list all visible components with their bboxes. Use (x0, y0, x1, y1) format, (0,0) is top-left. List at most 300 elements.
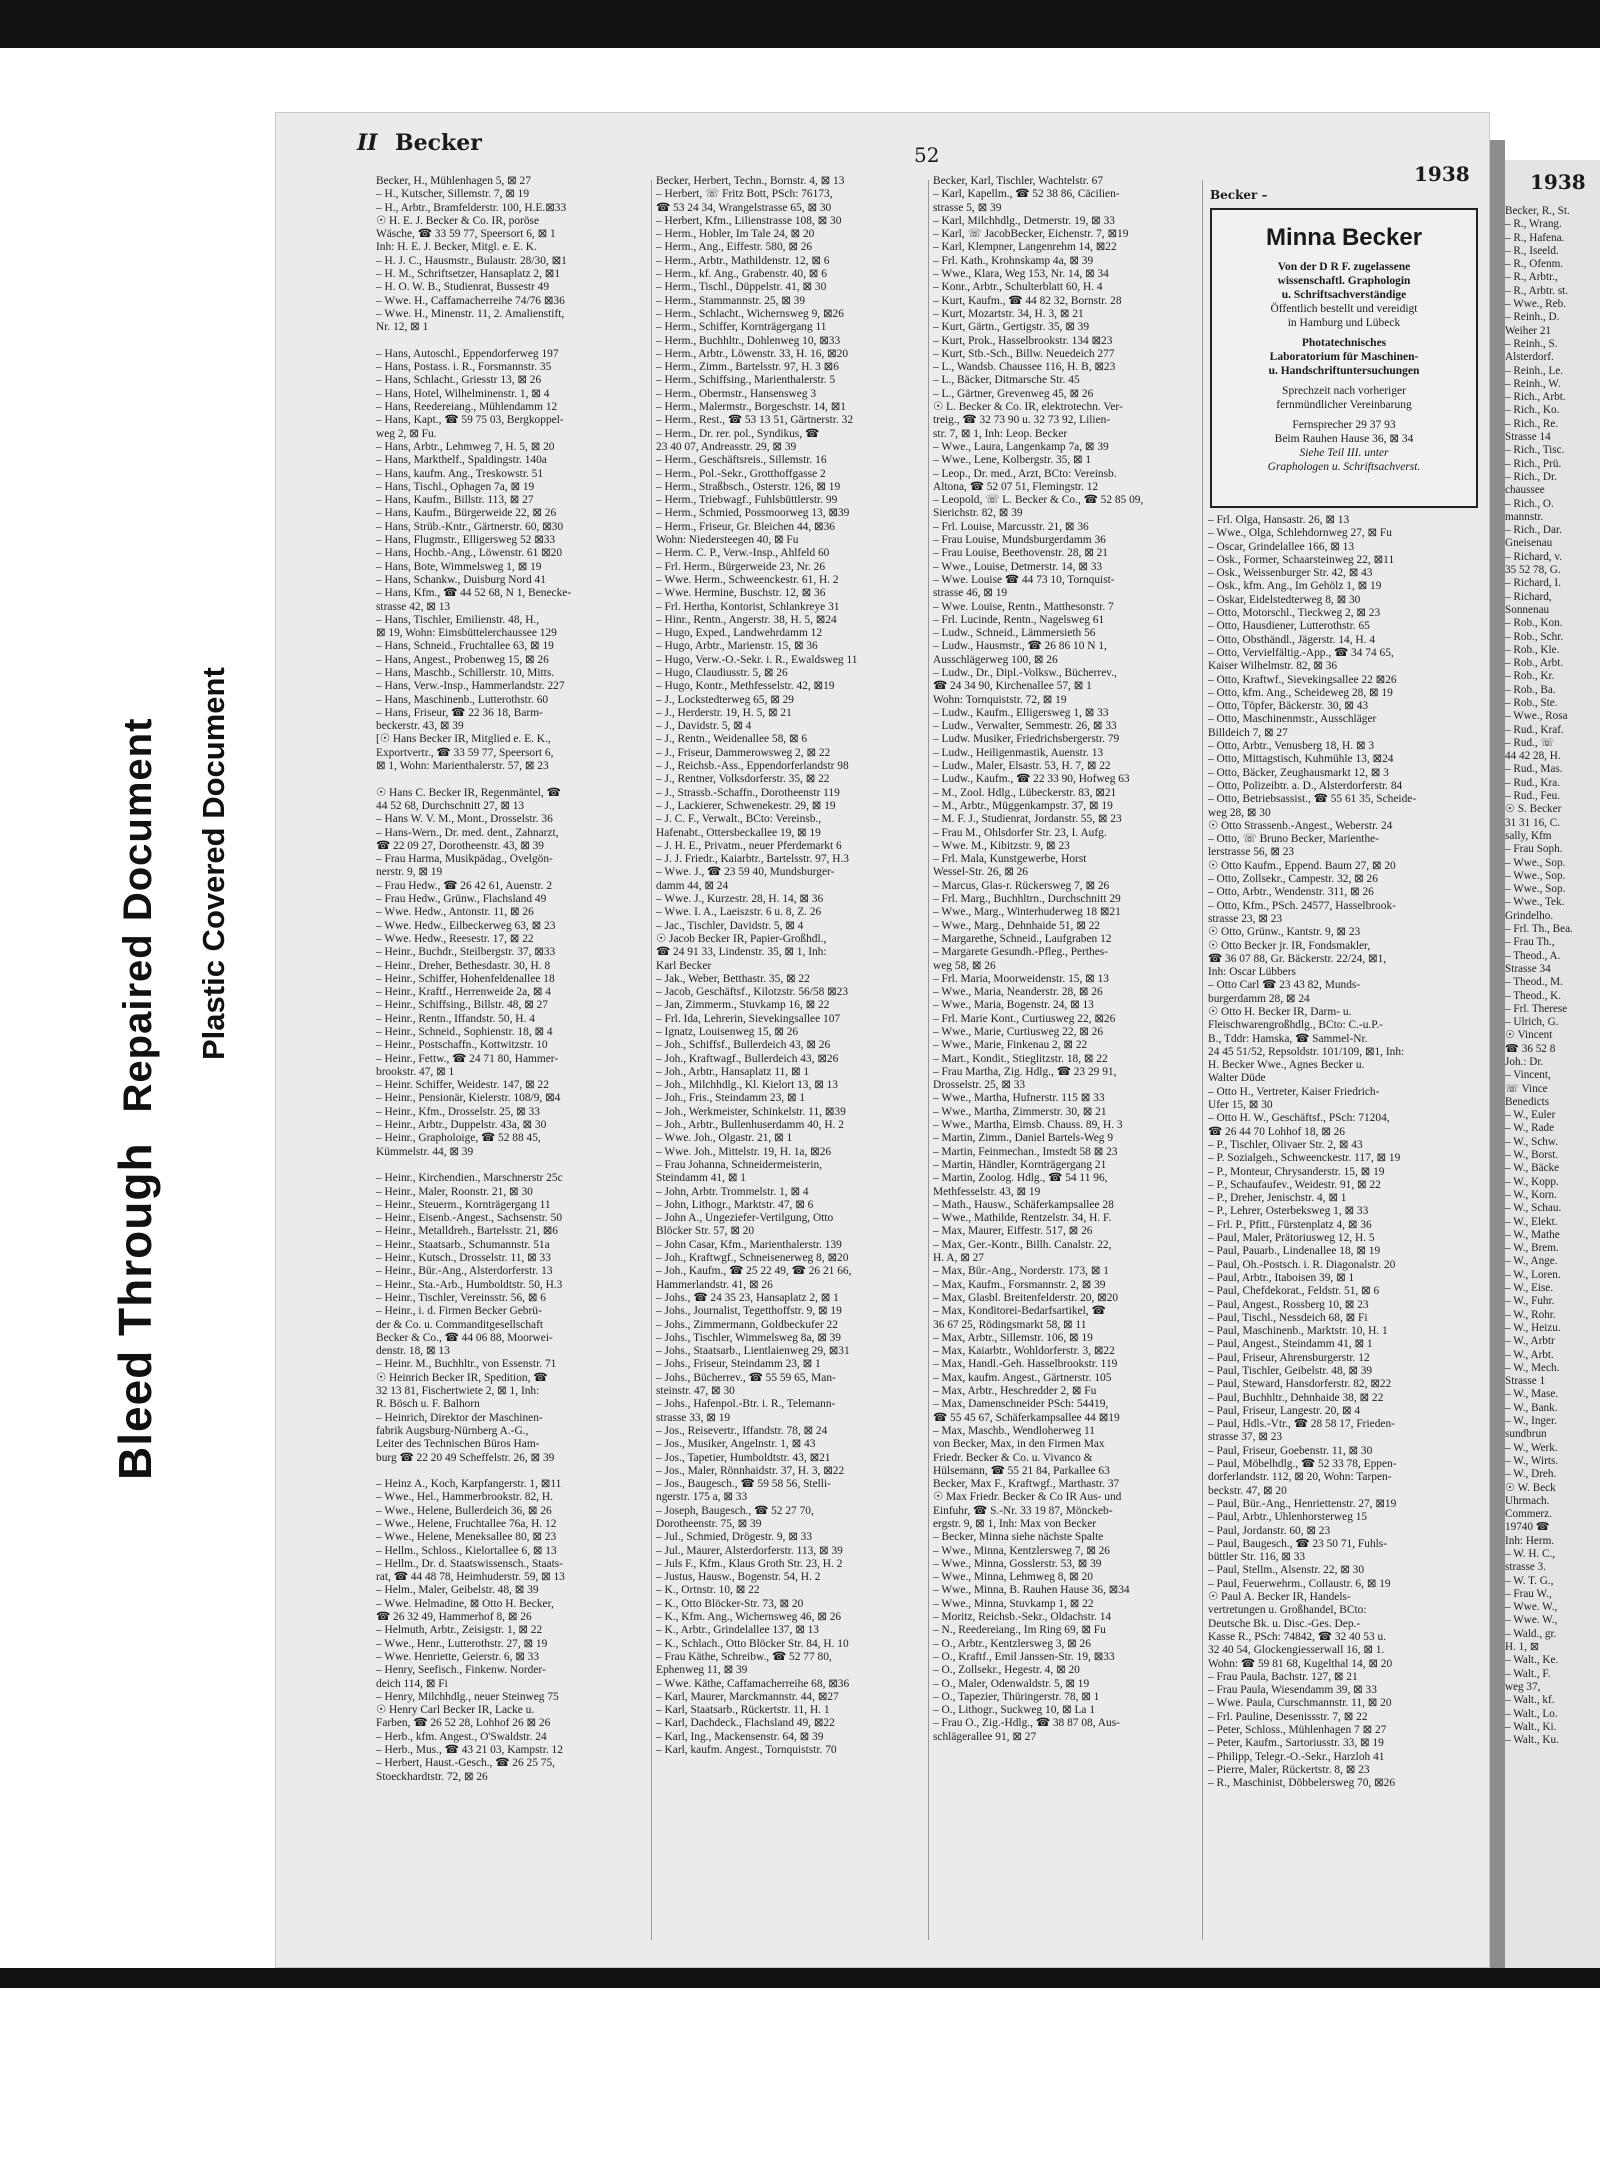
directory-entry-line: – Jan, Zimmerm., Stuvkamp 16, ⊠ 22 (656, 999, 830, 1012)
directory-entry-line: – Henry, Seefisch., Finkenw. Norder- (376, 1664, 546, 1677)
directory-entry-line: – Wwe., Minna, B. Rauhen Hause 36, ⊠34 (933, 1584, 1130, 1597)
directory-entry-line: – Wwe. W., (1505, 1614, 1558, 1627)
directory-entry-line: – John Casar, Kfm., Marienthalerstr. 139 (656, 1238, 842, 1251)
directory-entry-line: – Paul, Friseur, Langestr. 20, ⊠ 4 (1208, 1404, 1361, 1417)
directory-entry-line: – Heinr., Sta.-Arb., Humboldtstr. 50, H.3 (376, 1278, 563, 1291)
directory-entry-line: steinstr. 47, ⊠ 30 (656, 1385, 735, 1398)
directory-column-3 (933, 175, 1200, 1744)
directory-entry-line: – Jul., Maurer, Alsterdorferstr. 113, ⊠ 39 (656, 1544, 843, 1557)
directory-entry-line: – Otto H., Vertreter, Kaiser Friedrich- (1208, 1085, 1380, 1098)
directory-entry-line: Fleischwarengroßhdlg., BCto: C.-u.P.- (1208, 1019, 1383, 1032)
directory-entry-line: Uhrmach. (1505, 1494, 1550, 1507)
directory-entry-line: – L., Wandsb. Chaussee 116, H. B, ⊠23 (933, 361, 1116, 374)
directory-entry-line: – Reinh., W. (1505, 377, 1561, 390)
directory-entry-line: – Otto, Maschinenmstr., Ausschläger (1208, 713, 1377, 726)
directory-entry-line: ☎ 26 44 70 Lohhof 18, ⊠ 26 (1208, 1125, 1345, 1138)
directory-entry-line: – Hans, Bote, Wimmelsweg 1, ⊠ 19 (376, 560, 542, 573)
directory-entry-line: – Johs., Zimmermann, Goldbeckufer 22 (656, 1318, 838, 1331)
directory-entry-line: – Peter, Schloss., Mühlenhagen 7 ⊠ 27 (1208, 1724, 1387, 1737)
directory-entry-line: – Hellm., Schloss., Kielortallee 6, ⊠ 13 (376, 1544, 557, 1557)
directory-entry-line: – L., Bäcker, Ditmarsche Str. 45 (933, 374, 1080, 387)
ad-line: Photatechnisches (1301, 337, 1387, 349)
directory-entry-line: – Peter, Kaufm., Sartoriusstr. 33, ⊠ 19 (1208, 1737, 1384, 1750)
directory-entry-line: – K., Schlach., Otto Blöcker Str. 84, H. 10 (656, 1637, 849, 1650)
directory-entry-line: Becker, H., Mühlenhagen 5, ⊠ 27 (376, 175, 531, 187)
directory-entry-line: – Wwe., Marg., Winterhuderweg 18 ⊠21 (933, 906, 1121, 919)
directory-entry-line: – R., Ofenm. (1505, 258, 1564, 271)
directory-entry-line: – Frau Louise, Beethovenstr. 28, ⊠ 21 (933, 547, 1109, 560)
directory-entry-line: – Paul, Oh.-Postsch. i. R. Diagonalstr. 20 (1208, 1258, 1396, 1271)
directory-entry-line: – Frau Johanna, Schneidermeisterin, (656, 1158, 823, 1171)
directory-entry-line: – Frl. Ida, Lehrerin, Sievekingsallee 107 (656, 1012, 841, 1025)
directory-entry-line: – Heinrich, Direktor der Maschinen- (376, 1411, 543, 1424)
directory-entry-line: ⊠ 1, Wohn: Marienthalerstr. 57, ⊠ 23 (376, 760, 549, 773)
directory-entry-line: – Herm., Schlacht., Wichernsweg 9, ⊠26 (656, 307, 844, 320)
volume-number: II (357, 130, 378, 156)
directory-entry-line: – Richard, v. (1505, 550, 1563, 563)
directory-entry-line: – Heinr., Steuerm., Kornträgergang 11 (376, 1198, 551, 1211)
directory-entry-line: treig., ☎ 32 73 90 u. 32 73 92, Lilien- (933, 414, 1111, 427)
directory-entry-line: – Frau M., Ohlsdorfer Str. 23, I. Aufg. (933, 826, 1107, 839)
directory-entry-line: – J., Davidstr. 5, ⊠ 4 (656, 720, 752, 733)
directory-entry-line: – W. H. C., (1505, 1547, 1556, 1560)
directory-entry-line: – Hans, Friseur, ☎ 22 36 18, Barm- (376, 706, 543, 719)
directory-entry-line: Methfesselstr. 43, ⊠ 19 (933, 1185, 1041, 1198)
directory-entry-line: – Rich., Tisc. (1505, 444, 1565, 457)
directory-entry-line: – Otto, Mittagstisch, Kuhmühle 13, ⊠24 (1208, 753, 1394, 766)
directory-entry-line: – Walt., Lo. (1505, 1707, 1558, 1720)
directory-entry-line: – Johs., Hafenpol.-Btr. i. R., Telemann- (656, 1398, 836, 1411)
directory-entry-line: – Frl. Th., Bea. (1505, 923, 1573, 936)
directory-entry-line: – W., Dreh. (1505, 1468, 1557, 1481)
directory-entry-line: – Joh., Kraftwgf., Schneisenerweg 8, ⊠20 (656, 1252, 849, 1265)
directory-entry-line: – Herm., Geschäftsreis., Sillemstr. 16 (656, 454, 827, 467)
directory-entry-line: rat, ☎ 44 48 78, Heimhuderstr. 59, ⊠ 13 (376, 1571, 565, 1584)
directory-entry-line: Kaiser Wilhelmstr. 82, ⊠ 36 (1208, 660, 1338, 673)
directory-entry-line: – Hugo, Kontr., Methfesselstr. 42, ⊠19 (656, 680, 835, 693)
directory-entry-line: – Vincent, (1505, 1069, 1551, 1082)
directory-entry-line: 36 67 25, Rödingsmarkt 58, ⊠ 11 (933, 1318, 1087, 1331)
directory-entry-line: chaussee (1505, 484, 1545, 497)
directory-entry-line: Joh.: Dr. (1505, 1056, 1544, 1068)
directory-entry-line: – Wwe. J., Kurzestr. 28, H. 14, ⊠ 36 (656, 893, 824, 906)
directory-entry-line: – Ignatz, Louisenweg 15, ⊠ 26 (656, 1026, 799, 1038)
directory-entry-line: – Herm., Friseur, Gr. Bleichen 44, ⊠36 (656, 520, 835, 533)
directory-entry-line: R. Bösch u. F. Balhorn (376, 1398, 480, 1411)
directory-entry-line: – Hugo, Exped., Landwehrdamm 12 (656, 627, 823, 640)
directory-entry-line: – Frl. Herm., Bürgerweide 23, Nr. 26 (656, 560, 826, 573)
directory-entry-line: der & Co. u. Commanditgesellschaft (376, 1318, 544, 1331)
directory-entry-line: beckstr. 47, ⊠ 20 (1208, 1484, 1287, 1497)
directory-entry-line: ☎ 36 07 88, Gr. Bäckerstr. 22/24, ⊠1, (1208, 952, 1387, 965)
top-black-border (0, 0, 1600, 48)
directory-entry-line: Kasse R., PSch: 74842, ☎ 32 40 53 u. (1208, 1630, 1387, 1643)
directory-entry-line: – Otto, Obsthändl., Jägerstr. 14, H. 4 (1208, 633, 1376, 646)
directory-entry-line: – Richard, (1505, 590, 1552, 603)
directory-entry-line: ☎ 55 45 67, Schäferkampsallee 44 ⊠19 (933, 1411, 1120, 1424)
directory-entry-line: – Wwe., Maria, Neanderstr. 28, ⊠ 26 (933, 986, 1103, 999)
directory-entry-line: – Wwe. Hedw., Eilbeckerweg 63, ⊠ 23 (376, 919, 556, 932)
directory-entry-line: Becker, Herbert, Techn., Bornstr. 4, ⊠ 13 (656, 175, 845, 187)
directory-entry-line: – Rich., Prü. (1505, 457, 1562, 470)
directory-entry-line: – Heinr., Fettw., ☎ 24 71 80, Hammer- (376, 1052, 559, 1065)
directory-entry-line: – Frau Hedw., ☎ 26 42 61, Auenstr. 2 (376, 879, 553, 892)
directory-entry-line: – Paul, Steward, Hansdorferstr. 82, ⊠22 (1208, 1378, 1392, 1391)
directory-entry-line: – M., Arbtr., Müggenkampstr. 37, ⊠ 19 (933, 799, 1113, 812)
directory-entry-line: – Herm., Triebwagf., Fuhlsbüttlerstr. 99 (656, 494, 838, 507)
directory-entry-line: Leiter des Technischen Büros Ham- (376, 1438, 540, 1451)
directory-entry-line: – R., Hafena. (1505, 231, 1565, 244)
directory-entry-line: – Heinr., Kutsch., Drosselstr. 11, ⊠ 33 (376, 1252, 551, 1265)
directory-entry-line: 32 40 54, Glockengiesserwall 16, ⊠ 1. (1208, 1644, 1385, 1657)
directory-entry-line: H. Becker Wwe., Agnes Becker u. (1208, 1059, 1365, 1072)
directory-entry-line: [☉ Hans Becker IR, Mitglied e. E. K., (376, 733, 551, 746)
directory-entry-line: – Rud., Mas. (1505, 763, 1563, 776)
directory-entry-line: von Becker, Max, in den Firmen Max (933, 1438, 1105, 1451)
directory-entry-line: – Martin, Zimm., Daniel Bartels-Weg 9 (933, 1132, 1114, 1145)
directory-entry-line: – Herm., Schiffsing., Marienthalerstr. 5 (656, 374, 836, 387)
directory-entry-line: – Herb., kfm. Angest., O'Swaldstr. 24 (376, 1730, 547, 1743)
directory-entry-line: – Wwe. Hedw., Reesestr. 17, ⊠ 22 (376, 932, 534, 945)
directory-entry-line: – Max, Maschb., Wendloherweg 11 (933, 1424, 1095, 1437)
directory-entry-line: strasse 33, ⊠ 19 (656, 1411, 731, 1424)
directory-entry-line: – O., Tapezier, Thüringerstr. 78, ⊠ 1 (933, 1690, 1100, 1703)
directory-entry-line: Sierichstr. 82, ⊠ 39 (933, 507, 1023, 520)
directory-entry-line: – Otto, Kfm., PSch. 24577, Hasselbrook- (1208, 899, 1396, 912)
directory-entry-line: – Frl. Mala, Kunstgewerbe, Horst (933, 853, 1087, 866)
directory-entry-line: str. 7, ⊠ 1, Inh: Leop. Becker (933, 427, 1068, 440)
directory-entry-line: – Johs., Bücherrev., ☎ 55 59 65, Man- (656, 1371, 836, 1384)
directory-entry-line: Deutsche Bk. u. Disc.-Ges. Dep.- (1208, 1617, 1361, 1630)
directory-entry-line: – Otto, Arbtr., Venusberg 18, H. ⊠ 3 (1208, 740, 1375, 753)
directory-entry-line: Nr. 12, ⊠ 1 (376, 321, 429, 334)
directory-entry-line: – Hans, Kaufm., Bürgerweide 22, ⊠ 26 (376, 507, 557, 520)
directory-entry-line: ☉ Otto Kaufm., Eppend. Baum 27, ⊠ 20 (1208, 859, 1396, 872)
directory-entry-line: – W., Elekt. (1505, 1215, 1558, 1228)
directory-entry-line: – W., Schw. (1505, 1135, 1559, 1148)
directory-entry-line: strasse 3. (1505, 1561, 1547, 1574)
directory-entry-line: – K., Otto Blöcker-Str. 73, ⊠ 20 (656, 1597, 804, 1610)
directory-entry-line: Wessel-Str. 26, ⊠ 26 (933, 866, 1029, 879)
directory-entry-line: – Paul, Baugesch., ☎ 23 50 71, Fuhls- (1208, 1537, 1388, 1550)
directory-entry-line: – Hans, Schankw., Duisburg Nord 41 (376, 573, 546, 586)
directory-entry-line: – Martin, Zoolog. Hdlg., ☎ 54 11 96, (933, 1172, 1108, 1185)
directory-entry-line: – Paul, Chefdekorat., Feldstr. 51, ⊠ 6 (1208, 1285, 1380, 1298)
directory-entry-line: Inh: Oscar Lübbers (1208, 966, 1296, 979)
directory-entry-line: – Rich., Re. (1505, 417, 1559, 430)
directory-entry-line: – J., Reichsb.-Ass., Eppendorferlandstr 98 (656, 760, 849, 773)
directory-entry-line: – Rich., Dr. (1505, 470, 1557, 483)
directory-entry-line: Steindamm 41, ⊠ 1 (656, 1172, 746, 1185)
directory-entry-line: – J. H. E., Privatm., neuer Pferdemarkt 6 (656, 839, 842, 852)
directory-entry-line: – Paul, Angest., Rossberg 10, ⊠ 23 (1208, 1298, 1369, 1311)
directory-entry-line: – Rob., Schr. (1505, 630, 1564, 643)
directory-entry-line: – Wwe., Louise, Detmerstr. 14, ⊠ 33 (933, 560, 1103, 573)
ad-line: Beim Rauhen Hause 36, ⊠ 34 (1274, 433, 1414, 445)
directory-entry-line: – Joh., Arbtr., Bullenhuserdamm 40, H. 2 (656, 1119, 844, 1132)
directory-entry-line: ngerstr. 175 a, ⊠ 33 (656, 1491, 748, 1504)
directory-entry-line: weg 28, ⊠ 30 (1208, 806, 1271, 819)
ad-line: Sprechzeit nach vorheriger (1282, 385, 1406, 397)
directory-entry-line: – John A., Ungeziefer-Vertilgung, Otto (656, 1212, 834, 1225)
directory-entry-line: – Heinr., Metalldreh., Bartelsstr. 21, ⊠6 (376, 1225, 558, 1238)
directory-entry-line: – Mart., Kondit., Stieglitzstr. 18, ⊠ 22 (933, 1052, 1108, 1065)
column-rule-3 (1202, 180, 1203, 1940)
directory-column-1 (376, 175, 648, 1784)
directory-entry-line: – W., Rade (1505, 1122, 1555, 1135)
directory-entry-line: – H. O. W. B., Studienrat, Bussestr 49 (376, 281, 550, 294)
directory-entry-line: – Rob., Kr. (1505, 670, 1555, 683)
directory-entry-line: – Ludw., Hausmstr., ☎ 26 86 10 N 1, (933, 640, 1107, 653)
directory-entry-line: – Wwe., Marie, Curtiusweg 22, ⊠ 26 (933, 1026, 1104, 1038)
directory-entry-line: – N., Reedereiang., Im Ring 69, ⊠ Fu (933, 1624, 1106, 1637)
directory-entry-line: – Rud., Kraf. (1505, 723, 1564, 736)
directory-entry-line: – Hans W. V. M., Mont., Drosselstr. 36 (376, 813, 553, 826)
directory-entry-line: – Konr., Arbtr., Schulterblatt 60, H. 4 (933, 281, 1103, 294)
directory-entry-line: ☎ 24 91 33, Lindenstr. 35, ⊠ 1, Inh: (656, 946, 827, 959)
directory-entry-line (376, 1465, 648, 1478)
directory-entry-line: – Karl, kaufm. Angest., Tornquiststr. 70 (656, 1744, 837, 1757)
directory-entry-line: – Frau Martha, Zig. Hdlg., ☎ 23 29 91, (933, 1065, 1117, 1078)
directory-entry-line: – Ludw., Dr., Dipl.-Volksw., Bücherrev., (933, 666, 1117, 679)
directory-entry-line: mannstr. (1505, 510, 1544, 523)
directory-entry-line: – Wwe., Minna, Lehmweg 8, ⊠ 20 (933, 1571, 1093, 1584)
directory-entry-line: – R., Arbtr., (1505, 271, 1558, 284)
directory-entry-line: – Herbert, Kfm., Lilienstrasse 108, ⊠ 30 (656, 214, 842, 227)
directory-entry-line: – Wwe., Martha, Eimsb. Chauss. 89, H. 3 (933, 1119, 1123, 1132)
directory-entry-line: – Frau Paula, Bachstr. 127, ⊠ 21 (1208, 1670, 1358, 1683)
directory-entry-line: – Wwe. Joh., Mittelstr. 19, H. 1a, ⊠26 (656, 1145, 832, 1158)
directory-entry-line: – Ludw., Kaufm., ☎ 22 33 90, Hofweg 63 (933, 773, 1130, 786)
directory-entry-line: – Theod., K. (1505, 989, 1562, 1002)
directory-entry-line: – Joh., Arbtr., Hansaplatz 11, ⊠ 1 (656, 1065, 810, 1078)
directory-entry-line: – Osk., kfm. Ang., Im Gehölz 1, ⊠ 19 (1208, 580, 1382, 593)
directory-entry-line: – Heinr., Tischler, Vereinsstr. 56, ⊠ 6 (376, 1291, 546, 1304)
directory-entry-line: – Frau Hedw., Grünw., Flachsland 49 (376, 893, 547, 906)
directory-entry-line (376, 1159, 648, 1172)
directory-entry-line: – W. T. G., (1505, 1574, 1554, 1587)
directory-entry-line: – Helmuth, Arbtr., Zeisigstr. 1, ⊠ 22 (376, 1624, 543, 1637)
directory-entry-line: – Wwe. H., Minenstr. 11, 2. Amalienstift, (376, 307, 565, 320)
directory-entry-line: – Heinr., Buchdr., Steilbergstr. 37, ⊠33 (376, 946, 556, 959)
directory-entry-line: – Wwe. Käthe, Caffamacherreihe 68, ⊠36 (656, 1677, 850, 1690)
directory-entry-line: – Herm., Rest., ☎ 53 13 51, Gärtnerstr. 32 (656, 414, 854, 427)
directory-entry-line: – Margarete Gesundh.-Pfleg., Perthes- (933, 946, 1109, 959)
directory-entry-line: – Heinr., Rentn., Iffandstr. 50, H. 4 (376, 1012, 535, 1025)
directory-entry-line: strasse 42, ⊠ 13 (376, 600, 451, 613)
directory-entry-line: – Frau Th., (1505, 936, 1555, 949)
directory-entry-line: – Frau Harma, Musikpädag., Övelgön- (376, 853, 553, 866)
directory-entry-line: – Frau O., Zig.-Hdlg., ☎ 38 87 08, Aus- (933, 1717, 1120, 1730)
directory-entry-line: schlägerallee 91, ⊠ 27 (933, 1730, 1037, 1743)
directory-entry-line: – Reinh., D. (1505, 311, 1560, 324)
directory-entry-line: – Jos., Maler, Rönnhaidstr. 37, H. 3, ⊠22 (656, 1464, 845, 1477)
directory-entry-line: 23 40 07, Andreasstr. 29, ⊠ 39 (656, 440, 797, 453)
directory-entry-line: – Paul, Angest., Steindamm 41, ⊠ 1 (1208, 1338, 1373, 1351)
directory-entry-line: – Frau Louise, Mundsburgerdamm 36 (933, 534, 1106, 547)
directory-entry-line: Becker & Co., ☎ 44 06 88, Moorwei- (376, 1331, 553, 1344)
directory-entry-line: – Hinr., Rentn., Angerstr. 38, H. 5, ⊠24 (656, 613, 837, 626)
directory-entry-line: Ausschlägerweg 100, ⊠ 26 (933, 653, 1058, 666)
directory-entry-line: – Pierre, Maler, Rückertstr. 8, ⊠ 23 (1208, 1763, 1370, 1776)
directory-entry-line: – Otto, Arbtr., Wendenstr. 311, ⊠ 26 (1208, 886, 1374, 899)
directory-entry-line: – P., Monteur, Chrysanderstr. 15, ⊠ 19 (1208, 1165, 1385, 1178)
directory-entry-line: Hammerlandstr. 41, ⊠ 26 (656, 1278, 773, 1291)
directory-entry-line: – Hans, Maschb., Schillerstr. 10, Mitts. (376, 666, 555, 679)
directory-entry-line: – J. C. F., Verwalt., BCto: Vereinsb., (656, 813, 822, 826)
directory-entry-line: – Helm., Maler, Geibelstr. 48, ⊠ 39 (376, 1584, 539, 1597)
directory-entry-line: – J. J. Friedr., Kaiarbtr., Bartelsstr. 97, H.3 (656, 853, 849, 866)
directory-entry-line: – W., Inger. (1505, 1415, 1557, 1428)
directory-entry-line: – Herm., Arbtr., Löwenstr. 33, H. 16, ⊠20 (656, 347, 849, 360)
directory-entry-line: strasse 23, ⊠ 23 (1208, 912, 1283, 925)
directory-entry-line: – Paul, Bür.-Ang., Henriettenstr. 27, ⊠19 (1208, 1497, 1397, 1510)
directory-entry-line: – Frau Soph. (1505, 843, 1563, 856)
directory-entry-line: – Kurt, Stb.-Sch., Billw. Neuedeich 277 (933, 347, 1115, 360)
directory-entry-line: – Wwe., Helene, Bullerdeich 36, ⊠ 26 (376, 1504, 552, 1517)
directory-entry-line: – Kurt, Prok., Hasselbrookstr. 134 ⊠23 (933, 334, 1113, 347)
directory-entry-line: 31 31 16, C. (1505, 816, 1561, 829)
directory-entry-line: – Heinr. M., Buchhltr., von Essenstr. 71 (376, 1358, 557, 1371)
directory-entry-line: – Max, Maurer, Eiffestr. 517, ⊠ 26 (933, 1225, 1093, 1238)
directory-entry-line: ☉ Paul A. Becker IR, Handels- (1208, 1591, 1351, 1604)
directory-entry-line: – Wwe. Joh., Olgastr. 21, ⊠ 1 (656, 1132, 793, 1145)
directory-entry-line: – Paul, Arbtr., Itaboisen 39, ⊠ 1 (1208, 1271, 1355, 1284)
directory-entry-line: – O., Kraftf., Emil Janssen-Str. 19, ⊠33 (933, 1650, 1115, 1663)
directory-entry-line: – Johs., Journalist, Tegetthoffstr. 9, ⊠ 19 (656, 1305, 842, 1318)
directory-entry-line: – Wwe. I. A., Laeiszstr. 6 u. 8, Z. 26 (656, 906, 822, 919)
directory-entry-line: – Hans, Tischl., Ophagen 7a, ⊠ 19 (376, 480, 535, 493)
column-rule-1 (651, 180, 652, 1940)
directory-entry-line: – R., Iseeld. (1505, 244, 1559, 257)
directory-entry-line: – Herm. C. P., Verw.-Insp., Ahlfeld 60 (656, 547, 830, 560)
directory-entry-line: – Walt., F. (1505, 1667, 1551, 1680)
directory-entry-line: – Frl. Marie Kont., Curtiusweg 22, ⊠26 (933, 1012, 1116, 1025)
ad-line: Von der D R F. zugelassene (1277, 261, 1411, 273)
directory-entry-line: – Heinr., Pensionär, Kielerstr. 108/9, ⊠4 (376, 1092, 561, 1105)
directory-entry-line: – Herm., Pol.-Sekr., Grotthoffgasse 2 (656, 467, 826, 480)
directory-entry-line: Strasse 14 (1505, 431, 1551, 444)
directory-entry-line: – Herm., Straßbsch., Osterstr. 126, ⊠ 19 (656, 480, 841, 493)
directory-entry-line (376, 773, 648, 786)
directory-entry-line: – W., Wirts. (1505, 1454, 1559, 1467)
directory-entry-line: – Ludw., Verwalter, Semmestr. 26, ⊠ 33 (933, 720, 1117, 733)
directory-entry-line: – Otto, Zollsekr., Campestr. 32, ⊠ 26 (1208, 873, 1378, 886)
directory-entry-line: – Margarethe, Schneid., Laufgraben 12 (933, 932, 1112, 945)
directory-entry-line: ☎ 26 32 49, Hammerhof 8, ⊠ 26 (376, 1611, 532, 1624)
directory-entry-line: – Rud., Kra. (1505, 776, 1560, 789)
directory-entry-line: – Wwe., Marg., Dehnhaide 51, ⊠ 22 (933, 919, 1100, 932)
directory-entry-line: ☎ 22 09 27, Dorotheenstr. 43, ⊠ 39 (376, 839, 545, 852)
facing-page-column (1505, 205, 1600, 1747)
ad-column-header: Becker – (1210, 188, 1268, 202)
directory-entry-line: – Leop., Dr. med., Arzt, BCto: Vereinsb. (933, 467, 1117, 480)
directory-entry-line: – Herm., Stammannstr. 25, ⊠ 39 (656, 294, 806, 307)
directory-entry-line: Stoeckhardtstr. 72, ⊠ 26 (376, 1770, 488, 1783)
directory-entry-line: – Ludw. Musiker, Friedrichsbergerstr. 79 (933, 733, 1120, 746)
directory-entry-line: – Wwe., Klara, Weg 153, Nr. 14, ⊠ 34 (933, 268, 1109, 281)
directory-entry-line: sundbrun (1505, 1428, 1547, 1441)
directory-entry-line: – Jak., Weber, Betthastr. 35, ⊠ 22 (656, 972, 810, 985)
directory-entry-line: – Heinr., Kfm., Drosselstr. 25, ⊠ 33 (376, 1105, 540, 1118)
directory-entry-line: – Joh., Milchhdlg., Kl. Kielort 13, ⊠ 13 (656, 1079, 838, 1092)
directory-entry-line: – Otto, Polizeibtr. a. D., Alsterdorferstr. 84 (1208, 779, 1403, 792)
directory-column-4 (1208, 514, 1484, 1791)
directory-entry-line: – Herm., Zimm., Bartelsstr. 97, H. 3 ⊠6 (656, 361, 839, 374)
directory-entry-line: ☉ Otto, Grünw., Kantstr. 9, ⊠ 23 (1208, 926, 1361, 939)
directory-entry-line: – Frl. Kath., Krohnskamp 4a, ⊠ 39 (933, 254, 1094, 267)
directory-entry-line: – W., Arbt. (1505, 1348, 1554, 1361)
directory-entry-line: – Wwe. Hermine, Buschstr. 12, ⊠ 36 (656, 587, 826, 600)
directory-entry-line: ☉ H. E. J. Becker & Co. IR, poröse (376, 214, 540, 227)
directory-entry-line: – Hans, Hotel, Wilhelminenstr. 1, ⊠ 4 (376, 387, 550, 400)
directory-entry-line: – W., Fuhr. (1505, 1295, 1555, 1308)
directory-entry-line: – Paul, Friseur, Ahrensburgerstr. 12 (1208, 1351, 1370, 1364)
directory-entry-line: – Leopold, ☏ L. Becker & Co., ☎ 52 85 09, (933, 494, 1144, 507)
directory-entry-line: – J., Herderstr. 19, H. 5, ⊠ 21 (656, 706, 792, 719)
directory-entry-line: nerstr. 9, ⊠ 19 (376, 866, 443, 879)
directory-entry-line: – P. Sozialgeh., Schweenckestr. 117, ⊠ 19 (1208, 1152, 1401, 1165)
directory-entry-line: – Oscar, Grindelallee 166, ⊠ 13 (1208, 540, 1355, 553)
directory-entry-line: Wohn: Niedersteegen 40, ⊠ Fu (656, 534, 799, 547)
directory-entry-line: – Johs., Tischler, Wimmelsweg 8a, ⊠ 39 (656, 1331, 841, 1344)
directory-entry-line: – Heinz A., Koch, Karpfangerstr. 1, ⊠11 (376, 1478, 562, 1491)
ad-line: Fernsprecher 29 37 93 (1292, 419, 1396, 431)
column-rule-2 (928, 180, 929, 1940)
directory-entry-line: – Heinr., Eisenb.-Angest., Sachsenstr. 50 (376, 1212, 563, 1225)
directory-entry-line: – Frl. Hertha, Kontorist, Schlankreye 31 (656, 600, 840, 613)
directory-entry-line: – Wwe., Sop. (1505, 856, 1566, 869)
directory-entry-line: Gneisenau (1505, 537, 1553, 550)
directory-entry-line: – Joh., Werkmeister, Schinkelstr. 11, ⊠39 (656, 1105, 846, 1118)
directory-entry-line: – Kurt, Mozartstr. 34, H. 3, ⊠ 21 (933, 307, 1084, 320)
directory-entry-line: – Johs., Staatsarb., Lientlaienweg 29, ⊠31 (656, 1345, 850, 1358)
directory-entry-line: – Hans, kaufm. Ang., Treskowstr. 51 (376, 467, 544, 480)
directory-entry-line: – O., Maler, Odenwaldstr. 5, ⊠ 19 (933, 1677, 1090, 1690)
directory-entry-line: – Wwe., Tek. (1505, 896, 1565, 909)
directory-entry-line: – J., Lockstedterweg 65, ⊠ 29 (656, 693, 794, 706)
directory-entry-line: – Hans, Flugmstr., Elligersweg 52 ⊠33 (376, 534, 556, 547)
directory-entry-line: – Hans, Kaufm., Billstr. 113, ⊠ 27 (376, 494, 534, 507)
directory-entry-line: – John, Lithogr., Marktstr. 47, ⊠ 6 (656, 1198, 814, 1211)
directory-entry-line: büttler Str. 116, ⊠ 33 (1208, 1551, 1306, 1564)
directory-entry-line: – H. M., Schriftsetzer, Hansaplatz 2, ⊠1 (376, 268, 561, 281)
directory-entry-line: – Wwe., Rosa (1505, 710, 1568, 723)
directory-entry-line: ☉ Otto Strassenb.-Angest., Weberstr. 24 (1208, 819, 1393, 832)
directory-entry-line: 24 45 51/52, Repsoldstr. 101/109, ⊠1, Inh: (1208, 1045, 1405, 1058)
directory-entry-line: ☉ Jacob Becker IR, Papier-Großhdl., (656, 932, 827, 945)
directory-entry-line: Commerz. (1505, 1508, 1552, 1521)
directory-entry-line: – Paul, Tischler, Geibelstr. 48, ⊠ 39 (1208, 1365, 1373, 1377)
directory-entry-line: – W., Borst. (1505, 1149, 1559, 1162)
directory-entry-line: – Martin, Händler, Kornträgergang 21 (933, 1158, 1107, 1171)
directory-entry-line: – Ludw., Kaufm., Elligersweg 1, ⊠ 33 (933, 706, 1109, 719)
directory-entry-line: – Herm., Tischl., Düppelstr. 41, ⊠ 30 (656, 281, 827, 294)
directory-entry-line: – Otto, Hausdiener, Lutterothstr. 65 (1208, 620, 1370, 633)
directory-entry-line: ☏ Vince (1505, 1082, 1548, 1095)
directory-entry-line: – H., Kutscher, Sillemstr. 7, ⊠ 19 (376, 188, 530, 201)
directory-entry-line: – Otto H. W., Geschäftsf., PSch: 71204, (1208, 1112, 1390, 1125)
directory-entry-line: – Hans, Schlacht., Griesstr 13, ⊠ 26 (376, 374, 542, 387)
directory-entry-line: – Heinr., Kraftf., Herrenweide 2a, ⊠ 4 (376, 986, 551, 999)
directory-entry-line: – Theod., A. (1505, 949, 1561, 962)
directory-entry-line: – Paul, Pauarb., Lindenallee 18, ⊠ 19 (1208, 1245, 1381, 1258)
directory-entry-line: – W., Bank. (1505, 1401, 1558, 1414)
directory-entry-line: – Max, Ger.-Kontr., Billh. Canalstr. 22, (933, 1238, 1112, 1251)
directory-entry-line: Hülsemann, ☎ 55 21 84, Parkallee 63 (933, 1464, 1110, 1477)
directory-entry-line: – Hans, Maschinenb., Lutterothstr. 60 (376, 693, 549, 706)
directory-entry-line: – Herb., Mus., ☎ 43 21 03, Kampstr. 12 (376, 1744, 563, 1757)
